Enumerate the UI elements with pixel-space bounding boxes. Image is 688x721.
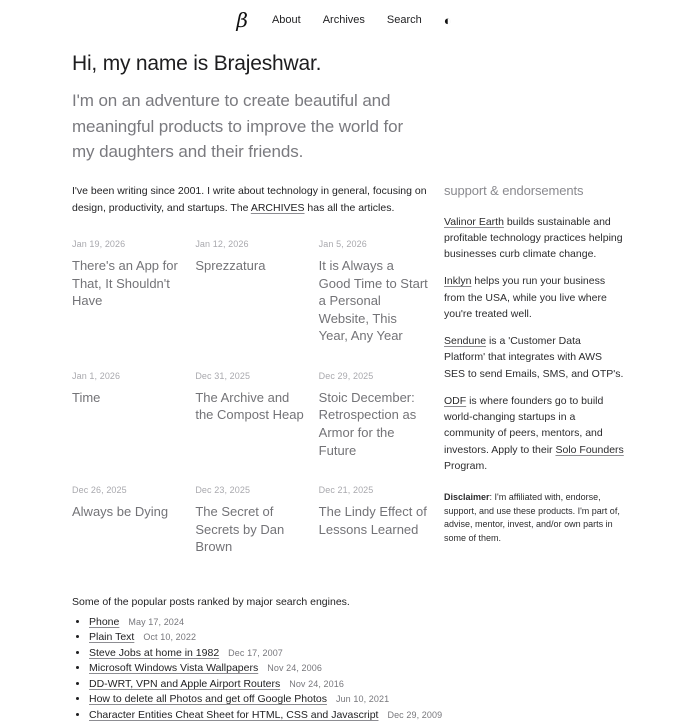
post-date: Dec 23, 2025	[195, 485, 251, 496]
popular-heading: Some of the popular posts ranked by major search engines.	[72, 595, 350, 608]
popular-post-date: May 17, 2024	[128, 616, 185, 627]
post-card	[72, 371, 181, 459]
sendune-link[interactable]: Sendune	[444, 335, 487, 348]
post-card	[195, 239, 304, 345]
nav-link-search[interactable]: Search	[386, 14, 422, 26]
popular-post-date: Jun 10, 2021	[335, 694, 390, 705]
popular-post-link[interactable]: Phone	[89, 615, 120, 628]
nav-link-about[interactable]: About	[271, 14, 301, 26]
popular-post-date: Oct 10, 2022	[143, 632, 197, 643]
list-item	[89, 663, 624, 674]
hero	[72, 52, 422, 165]
post-title-link[interactable]: Sprezzatura	[195, 258, 266, 274]
endorsement-text: is where founders go to build world-changing startups in a community of peers, mentors, and investors. Apply to their	[444, 394, 604, 456]
post-date: Dec 29, 2025	[318, 370, 374, 381]
inklyn-link[interactable]: Inklyn	[444, 275, 472, 288]
post-title-link[interactable]: Stoic December: Retrospection as Armor for the Future	[318, 389, 417, 458]
popular-list	[72, 617, 624, 721]
nav-link-archives[interactable]: Archives	[322, 14, 365, 26]
popular-post-date: Dec 29, 2009	[387, 709, 443, 720]
endorsement-text: builds sustainable and profitable technology practices helping businesses curb climate change.	[444, 215, 623, 261]
post-title-link[interactable]: Always be Dying	[72, 504, 169, 520]
endorsement-text: Program.	[444, 459, 488, 472]
post-date: Jan 5, 2026	[318, 239, 367, 250]
post-card	[72, 239, 181, 345]
post-grid	[72, 239, 428, 556]
endorsement-sendune	[444, 333, 624, 382]
site-logo[interactable]: β	[236, 8, 248, 32]
list-item	[89, 648, 624, 659]
popular-post-link[interactable]: Steve Jobs at home in 1982	[89, 646, 220, 659]
valinor-earth-link[interactable]: Valinor Earth	[444, 215, 504, 228]
intro-text-before: I've been writing since 2001. I write about technology in general, focusing on design, productivity, and startups. The	[72, 184, 427, 214]
list-item	[89, 694, 624, 705]
post-title-link[interactable]: Time	[72, 389, 101, 405]
disclaimer-label: Disclaimer	[444, 492, 490, 503]
popular-post-link[interactable]: Character Entities Cheat Sheet for HTML, CSS and Javascript	[89, 708, 379, 721]
post-card	[319, 371, 428, 459]
post-card	[195, 485, 304, 556]
popular-post-link[interactable]: Plain Text	[89, 631, 135, 644]
top-nav	[0, 0, 688, 30]
post-card	[319, 485, 428, 556]
main-column	[72, 183, 428, 556]
theme-toggle-icon[interactable]: ◐	[443, 12, 452, 28]
hero-subtitle: I'm on an adventure to create beautiful and meaningful products to improve the world for my daughters and their friends.	[72, 91, 404, 161]
disclaimer	[444, 491, 624, 545]
intro-text-after: has all the articles.	[304, 201, 395, 214]
post-date: Jan 12, 2026	[195, 239, 249, 250]
page-title: Hi, my name is Brajeshwar.	[72, 52, 322, 75]
list-item	[89, 679, 624, 690]
endorsement-text: is a 'Customer Data Platform' that integrates with AWS SES to send Emails, SMS, and OTP's.	[444, 335, 624, 380]
post-card	[319, 239, 428, 345]
content-columns	[72, 183, 624, 556]
popular-post-link[interactable]: How to delete all Photos and get off Google Photos	[89, 693, 327, 706]
popular-post-date: Nov 24, 2006	[267, 663, 322, 674]
odf-link[interactable]: ODF	[444, 394, 467, 407]
post-date: Jan 19, 2026	[72, 239, 126, 250]
post-title-link[interactable]: It is Always a Good Time to Start a Personal Website, This Year, Any Year	[318, 258, 428, 344]
list-item	[89, 632, 624, 643]
post-date: Dec 26, 2025	[72, 485, 127, 496]
endorsement-valinor-earth	[444, 214, 624, 263]
popular-post-link[interactable]: Microsoft Windows Vista Wallpapers	[89, 662, 259, 675]
support-sidebar	[444, 183, 624, 556]
post-title-link[interactable]: The Secret of Secrets by Dan Brown	[195, 504, 285, 555]
endorsement-odf	[444, 393, 624, 474]
popular-post-date: Dec 17, 2007	[228, 647, 283, 658]
endorsement-inklyn	[444, 273, 624, 322]
disclaimer-text: : I'm affiliated with, endorse, support, and use these products. I'm part of, advise, mentor, invest, and/or own parts in some of them.	[444, 492, 620, 543]
post-card	[195, 371, 304, 459]
post-title-link[interactable]: The Lindy Effect of Lessons Learned	[318, 504, 427, 537]
post-card	[72, 485, 181, 556]
post-date: Dec 31, 2025	[195, 370, 251, 381]
post-date: Dec 21, 2025	[318, 485, 374, 496]
popular-posts	[72, 596, 624, 721]
post-title-link[interactable]: There's an App for That, It Shouldn't Have	[72, 258, 178, 309]
solo-founders-link[interactable]: Solo Founders	[555, 443, 624, 456]
sidebar-heading: support & endorsements	[444, 182, 584, 198]
popular-post-date: Nov 24, 2016	[289, 678, 344, 689]
list-item	[89, 710, 624, 721]
archives-link[interactable]: ARCHIVES	[250, 201, 305, 214]
popular-post-link[interactable]: DD-WRT, VPN and Apple Airport Routers	[89, 677, 281, 690]
post-title-link[interactable]: The Archive and the Compost Heap	[195, 389, 304, 423]
list-item	[89, 617, 624, 628]
post-date: Jan 1, 2026	[72, 370, 121, 381]
endorsement-text: helps you run your business from the USA, while you live where you're treated well.	[444, 275, 607, 320]
intro-text	[72, 183, 428, 218]
